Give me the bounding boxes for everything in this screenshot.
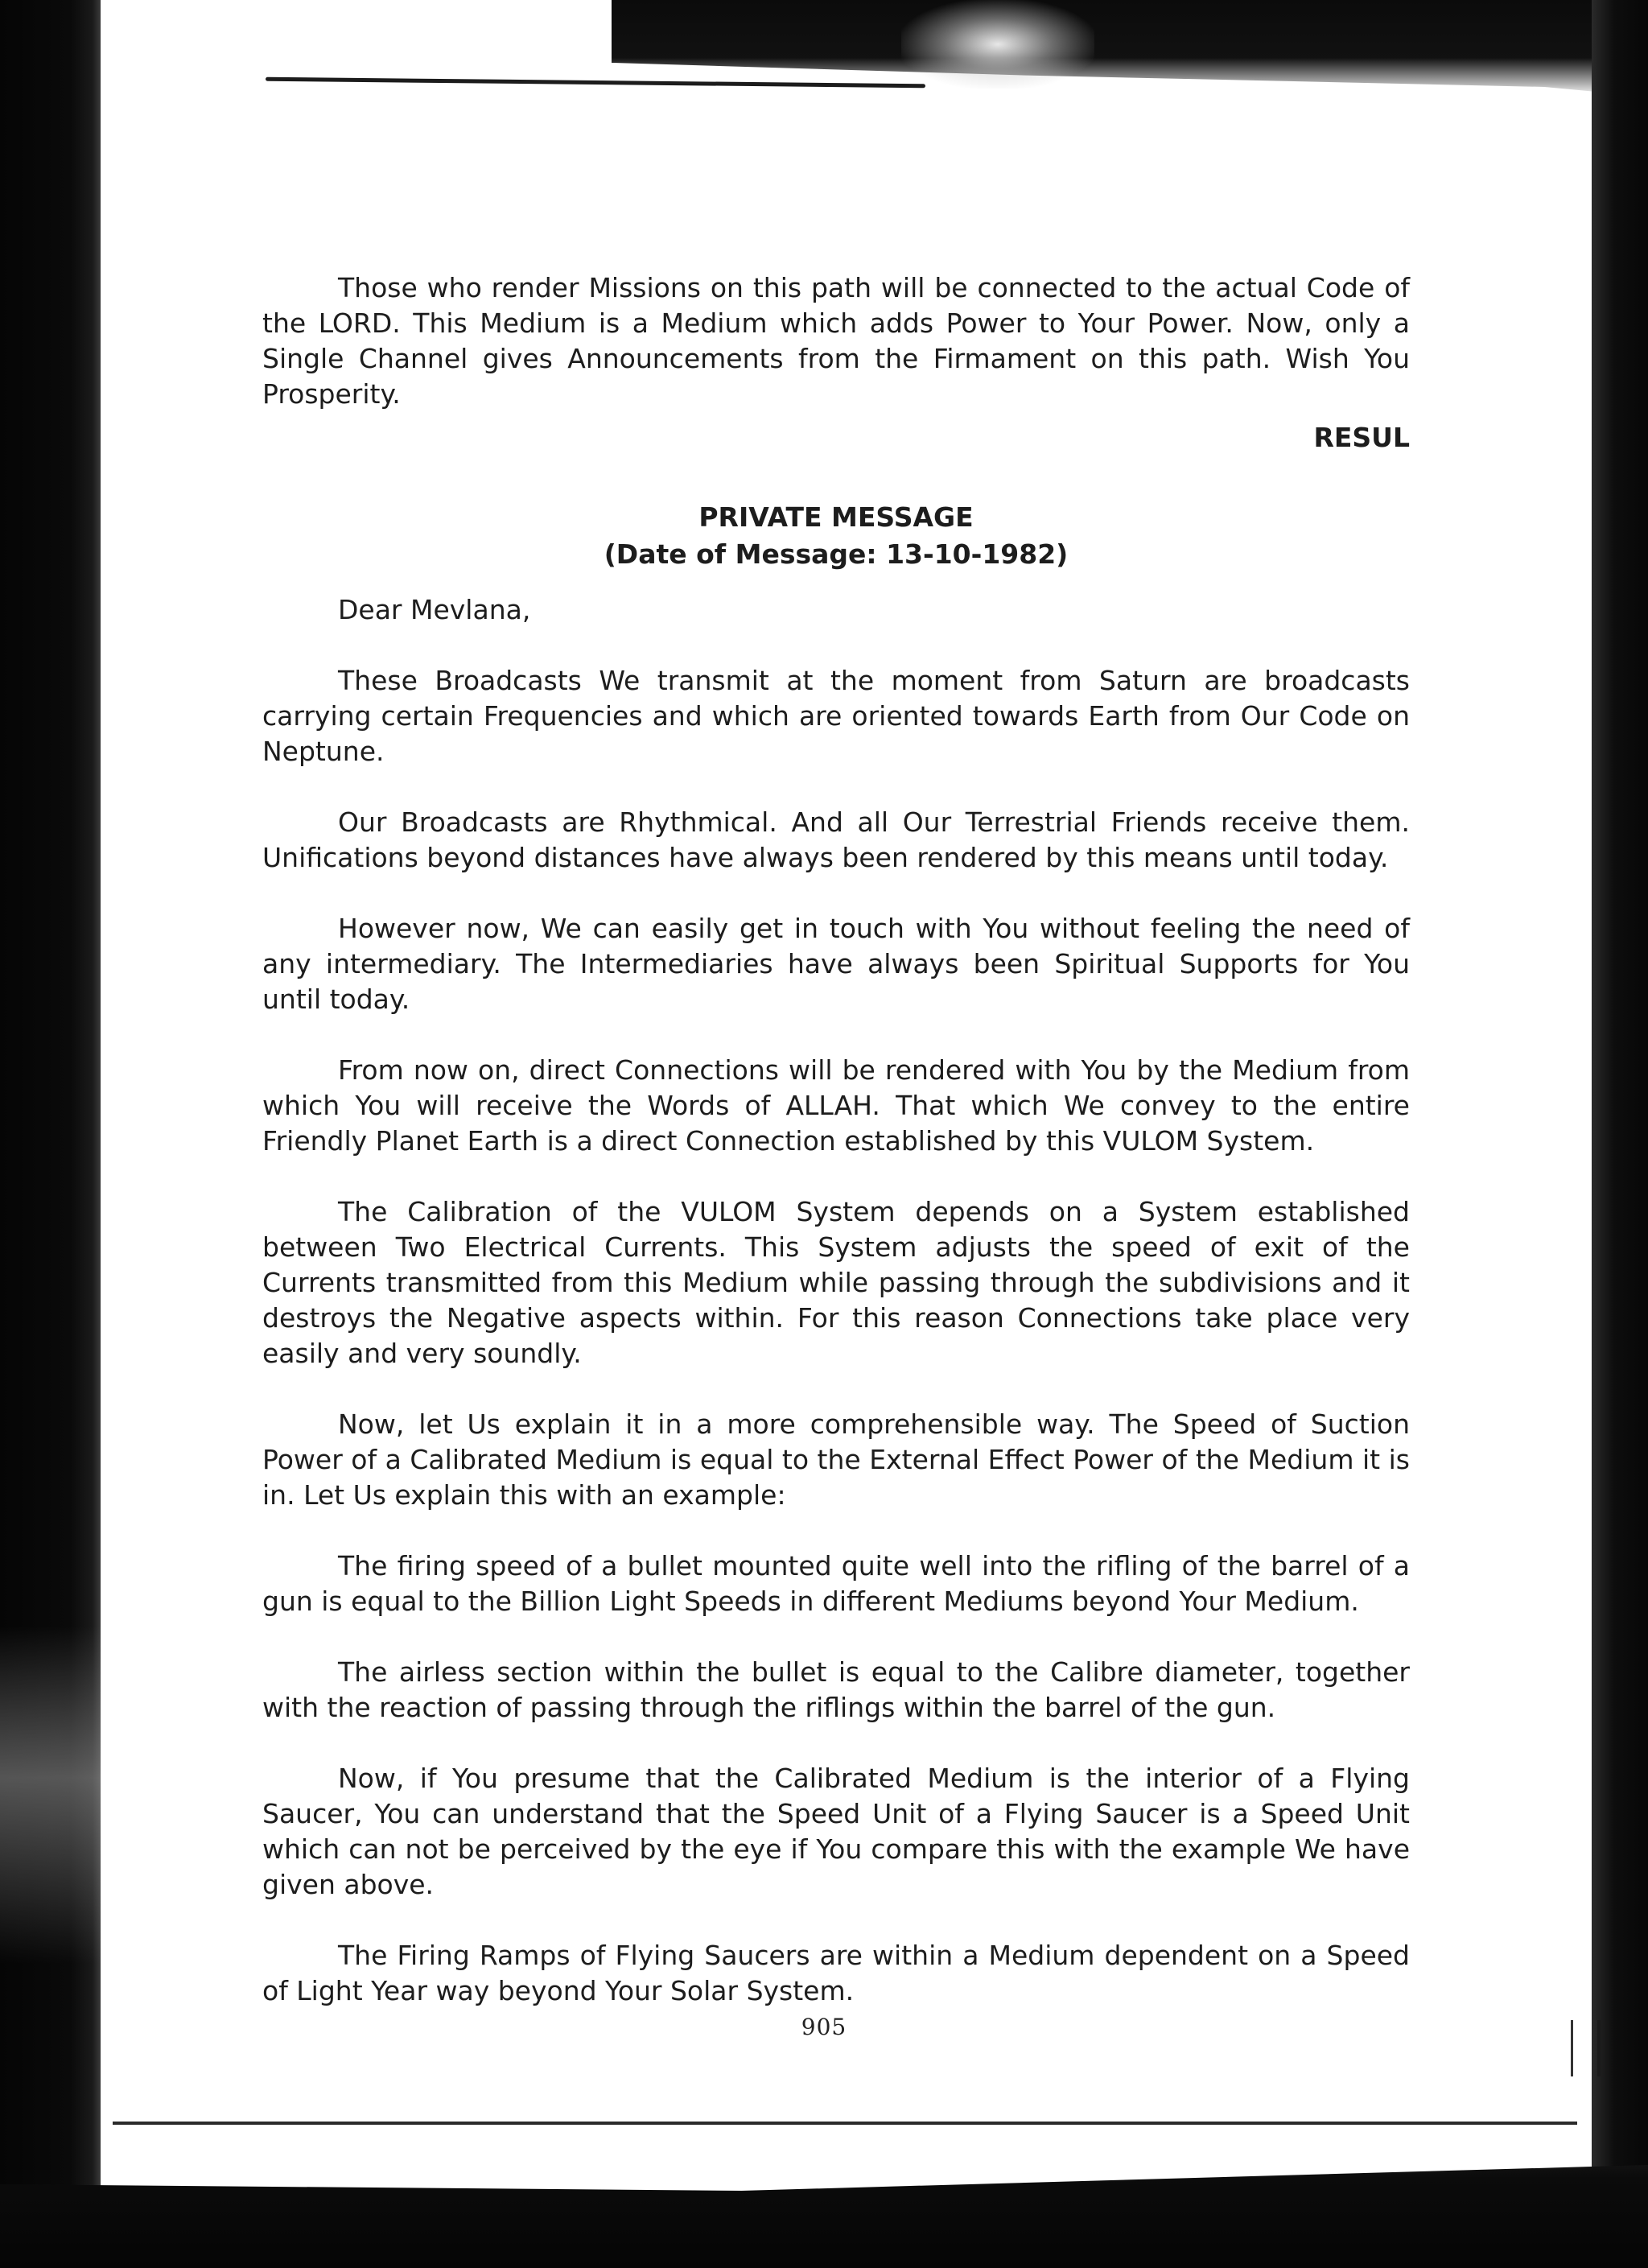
scan-glare-top	[901, 0, 1094, 89]
salutation: Dear Mevlana,	[338, 594, 531, 625]
intro-signature: RESUL	[1313, 422, 1410, 453]
page-number: 905	[801, 2014, 847, 2040]
scan-page-edge-bottom	[113, 2122, 1577, 2125]
scan-smudge-left	[0, 1626, 101, 1964]
page-body	[262, 270, 1410, 2009]
paragraph-8: The airless section within the bullet is equal to the Calibre diameter, together with the reaction of passing through the riflings within the barrel of the gun.	[262, 1656, 1410, 1723]
paragraph-4: From now on, direct Connections will be rendered with You by the Medium from which You will receive the Words of ALLAH. That which We convey to the entire Friendly Planet Earth is a direct Connection established by this VULOM System.	[262, 1054, 1410, 1157]
message-heading	[262, 499, 1410, 573]
scan-border-right	[1592, 0, 1648, 2268]
paragraph-2: Our Broadcasts are Rhythmical. And all Our Terrestrial Friends receive them. Unifications beyond distances have always been rendered by this means until today.	[262, 806, 1410, 873]
paragraph-3: However now, We can easily get in touch with You without feeling the need of any intermediary. The Intermediaries have always been Spiritual Supports for You until today.	[262, 913, 1410, 1015]
paragraph-5: The Calibration of the VULOM System depends on a System established between Two Electrical Currents. This System adjusts the speed of exit of the Currents transmitted from this Medium while passing through the subdivisions and it destroys the Negative aspects within. For this reason Connections take place very easily and very soundly.	[262, 1196, 1410, 1369]
paragraph-1: These Broadcasts We transmit at the moment from Saturn are broadcasts carrying certain Frequencies and which are oriented towards Earth from Our Code on Neptune.	[262, 665, 1410, 767]
scan-page-edge-top	[266, 77, 925, 89]
heading-title: PRIVATE MESSAGE	[698, 501, 974, 533]
scan-border-bottom	[0, 2139, 1648, 2268]
paragraph-10: The Firing Ramps of Flying Saucers are within a Medium dependent on a Speed of Light Year way beyond Your Solar System.	[262, 1940, 1410, 2006]
heading-date: (Date of Message: 13-10-1982)	[604, 538, 1069, 570]
intro-paragraph: Those who render Missions on this path will be connected to the actual Code of the LORD. This Medium is a Medium which adds Power to Your Power. Now, only a Single Channel gives Announcements from the Firmament on this path. Wish You Prosperity.	[262, 272, 1410, 410]
paragraph-9: Now, if You presume that the Calibrated Medium is the interior of a Flying Saucer, You can understand that the Speed Unit of a Flying Saucer is a Speed Unit which can not be perceived by the eye if You compare this with the example We have given above.	[262, 1763, 1410, 1900]
paragraph-7: The firing speed of a bullet mounted quite well into the rifling of the barrel of a gun is equal to the Billion Light Speeds in different Mediums beyond Your Medium.	[262, 1550, 1410, 1617]
paragraph-6: Now, let Us explain it in a more comprehensible way. The Speed of Suction Power of a Calibrated Medium is equal to the External Effect Power of the Medium it is in. Let Us explain this with an example:	[262, 1408, 1410, 1511]
